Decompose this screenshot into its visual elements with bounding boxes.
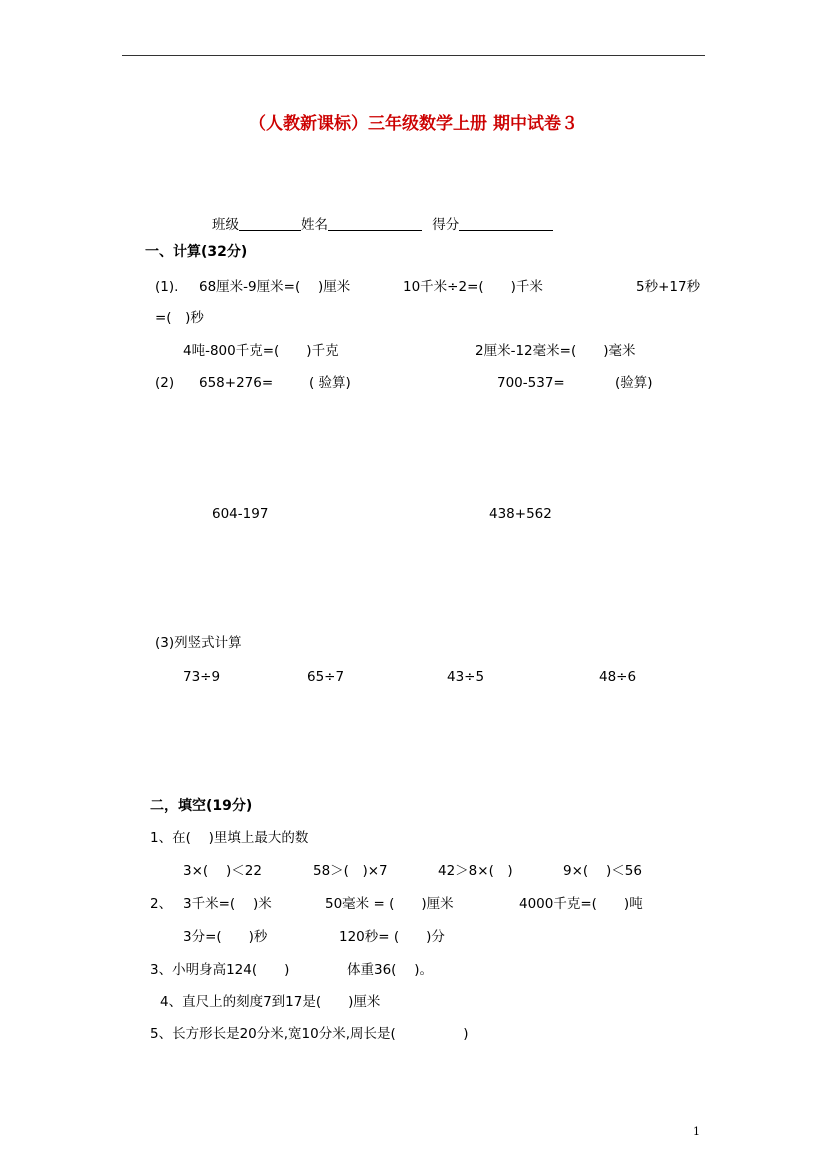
score-blank [459,216,553,231]
p3-label: (3)列竖式计算 [155,635,242,651]
q2-row2-item: 120秒= ( )分 [339,929,445,945]
p3-item: 65÷7 [307,669,345,685]
p1-question-b: 10千米÷2=( )千米 [403,279,543,295]
p1-question-c: 5秒+17秒 [636,279,701,295]
section2-heading: 二，填空(19分) [150,798,253,814]
q1-item: 42＞8×( ) [438,863,513,879]
q2-item: 4000千克=( )吨 [519,896,643,912]
p2-label: (2) [155,375,175,391]
q2-row2-item: 3分=( )秒 [183,929,268,945]
student-info-row [212,216,553,234]
p3-item: 48÷6 [599,669,637,685]
p2-question-d: 438+562 [489,506,552,522]
page-title: （人教新课标）三年级数学上册 期中试卷３ [249,114,578,134]
q1-item: 9×( )＜56 [563,863,642,879]
p2-question-a: 658+276= [199,375,274,391]
q4-text: 4、直尺上的刻度7到17是( )厘米 [160,994,381,1010]
p1-question-c-cont: =( )秒 [155,310,204,326]
p2-check-b: (验算) [615,375,653,391]
p2-question-b: 700-537= [497,375,565,391]
q2-item: 50毫米 = ( )厘米 [325,896,454,912]
score-label: 得分 [432,217,460,233]
p1-question-d: 4吨-800千克=( )千克 [183,343,339,359]
q2-label: 2、 [150,896,173,912]
q2-item: 3千米=( )米 [183,896,272,912]
header-rule [122,55,705,56]
p2-check-a: ( 验算) [309,375,351,391]
p3-item: 43÷5 [447,669,485,685]
q3-height: 3、小明身高124( ) [150,962,290,978]
name-blank [328,216,422,231]
q1-item: 3×( )＜22 [183,863,262,879]
q1-text: 1、在( )里填上最大的数 [150,830,309,846]
p1-label: (1). [155,279,179,295]
page-number: 1 [693,1125,700,1138]
name-label: 姓名 [301,217,328,233]
p3-item: 73÷9 [183,669,221,685]
p2-question-c: 604-197 [212,506,269,522]
class-label: 班级 [212,217,239,233]
q5-text: 5、长方形长是20分米,宽10分米,周长是( ) [150,1026,469,1042]
class-blank [239,216,301,231]
q1-item: 58＞( )×7 [313,863,388,879]
section1-heading: 一、计算(32分) [145,244,248,260]
p1-question-e: 2厘米-12毫米=( )毫米 [475,343,636,359]
p1-question-a: 68厘米-9厘米=( )厘米 [199,279,351,295]
q3-weight: 体重36( )。 [347,962,434,978]
